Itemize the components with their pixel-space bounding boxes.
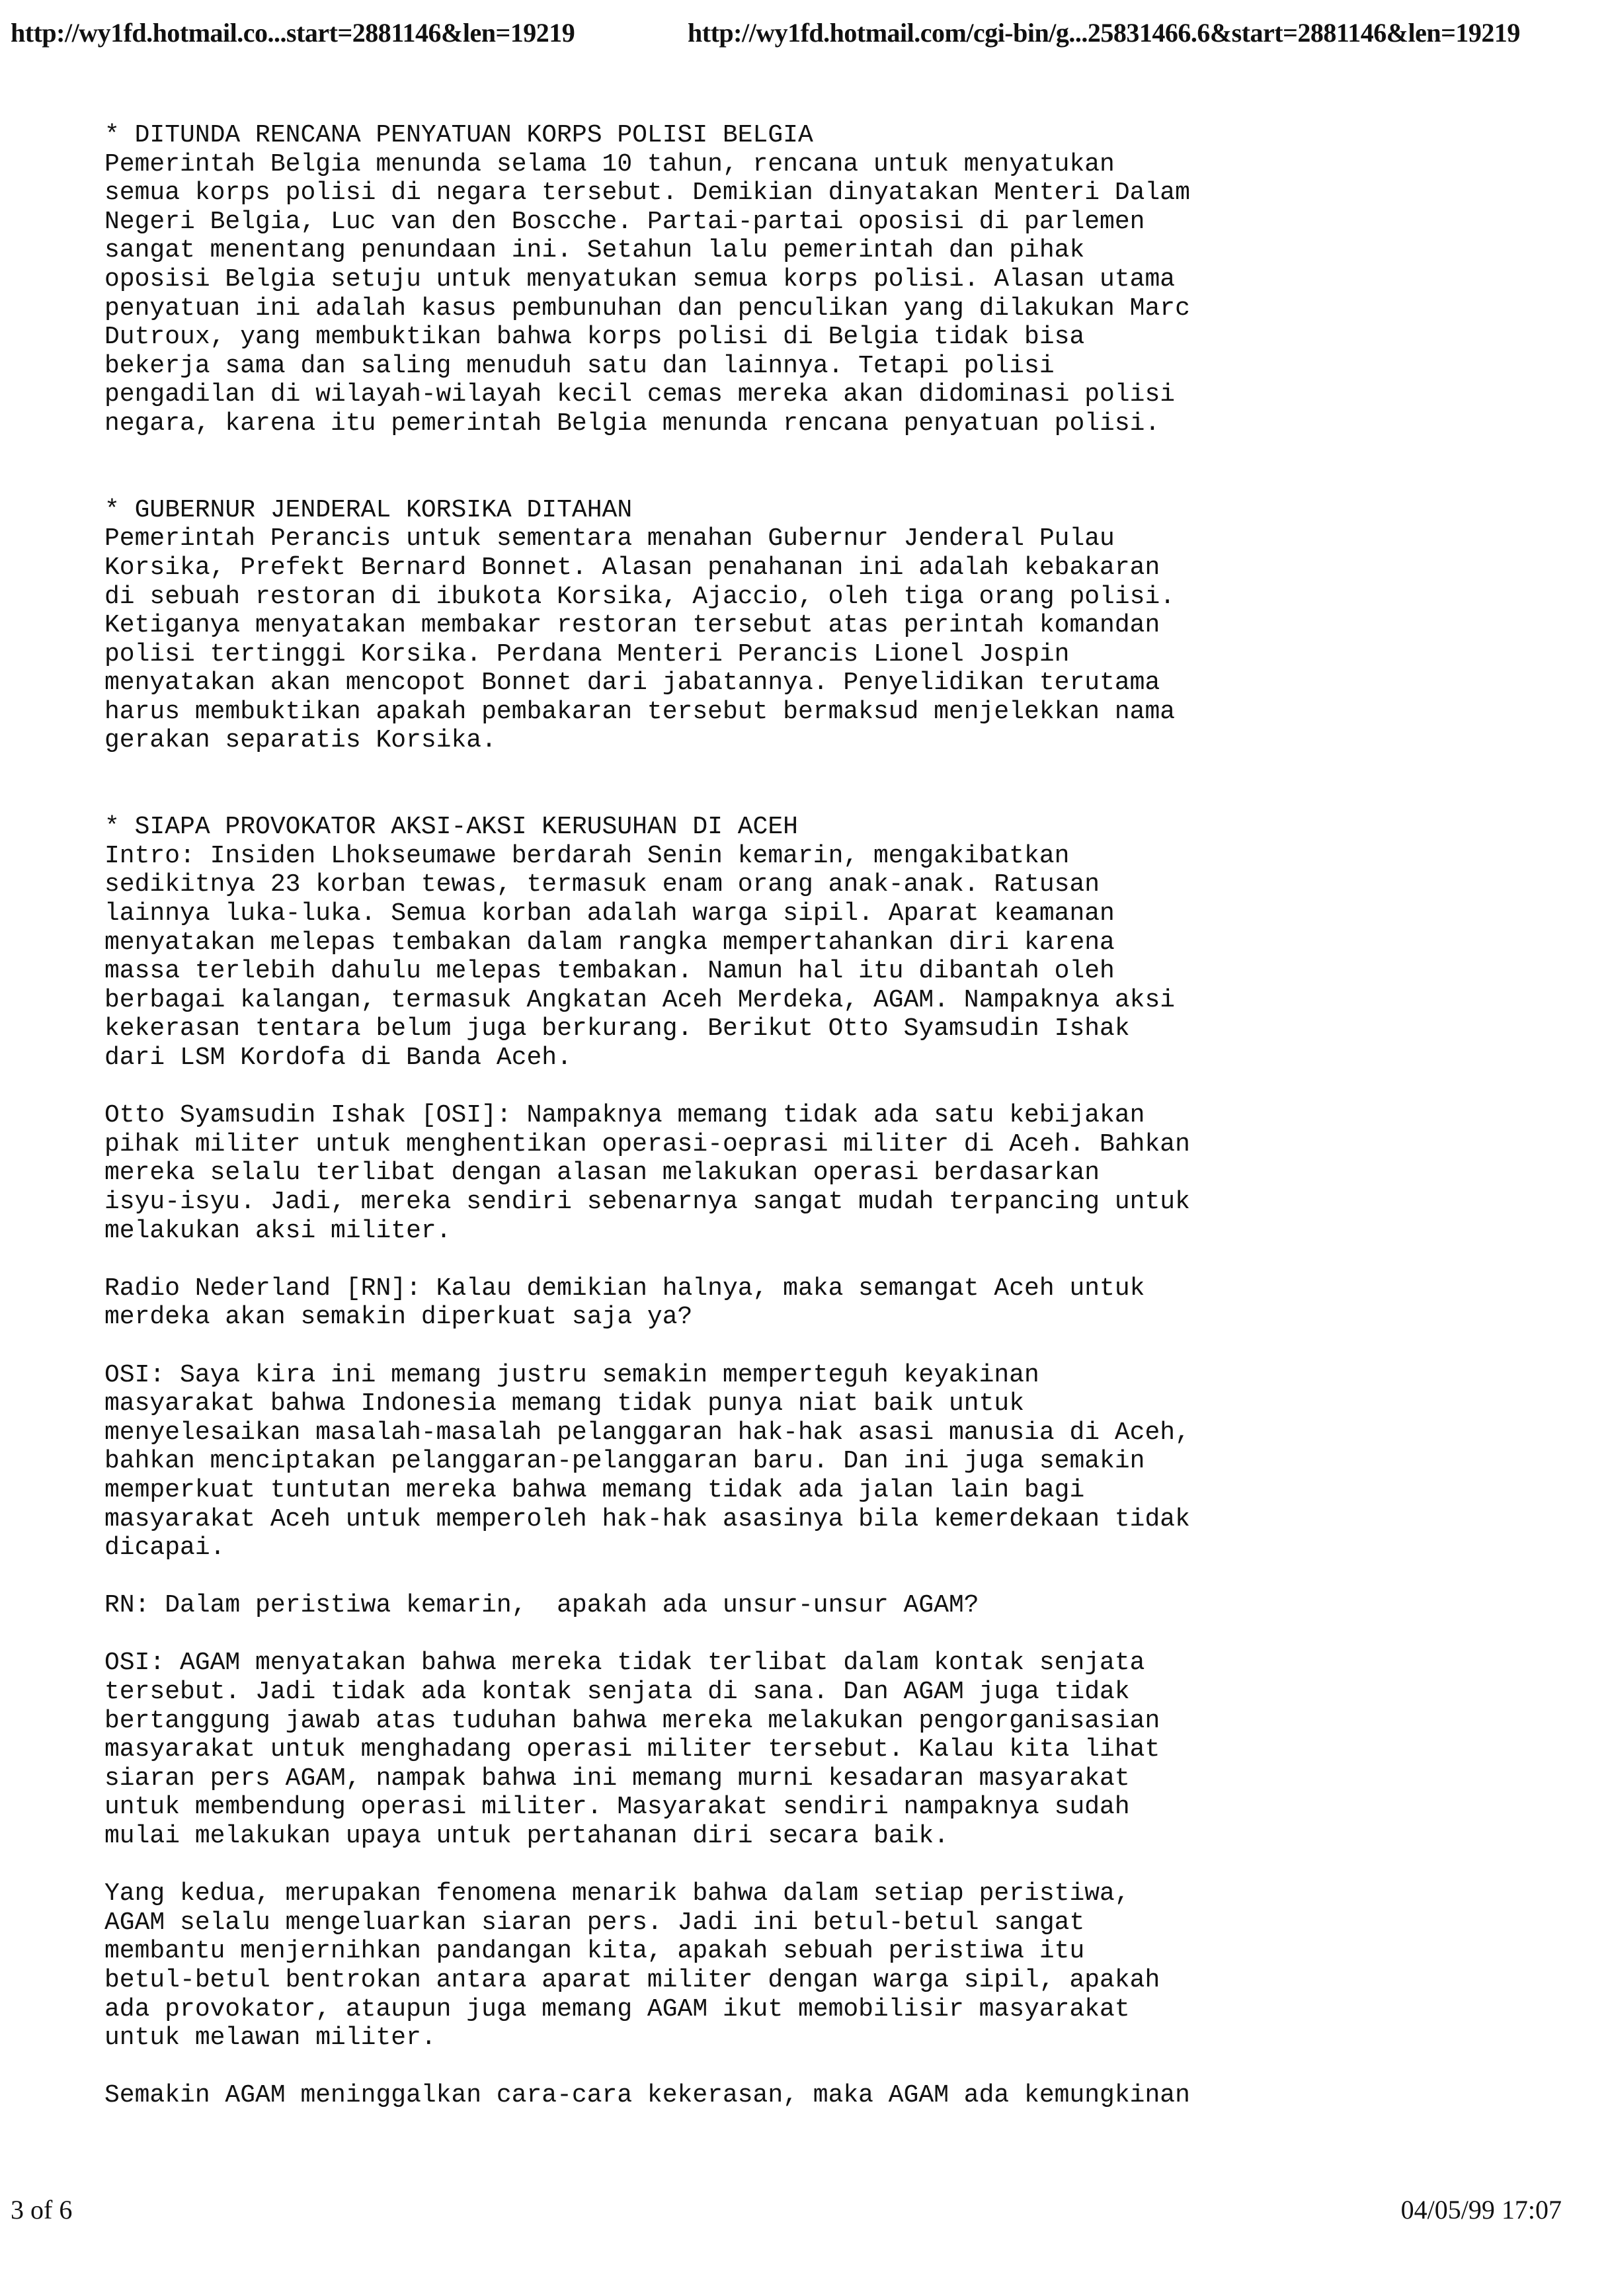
document-body [104, 121, 1493, 2110]
text-line: kekerasan tentara belum juga berkurang. Berikut Otto Syamsudin Ishak [104, 1014, 1130, 1044]
text-line: dari LSM Kordofa di Banda Aceh. [104, 1044, 572, 1072]
text-line: Radio Nederland [RN]: Kalau demikian halnya, maka semangat Aceh untuk [104, 1274, 1145, 1303]
text-line: di sebuah restoran di ibukota Korsika, Ajaccio, oleh tiga orang polisi. [104, 582, 1176, 611]
text-line: mulai melakukan upaya untuk pertahanan diri secara baik. [104, 1822, 949, 1851]
text-line: OSI: AGAM menyatakan bahwa mereka tidak terlibat dalam kontak senjata [104, 1649, 1145, 1678]
text-line: gerakan separatis Korsika. [104, 726, 497, 755]
paragraph [104, 121, 1493, 438]
paragraph-gap [104, 1620, 1493, 1649]
text-line: dicapai. [104, 1534, 225, 1563]
text-line: pengadilan di wilayah-wilayah kecil cemas mereka akan didominasi polisi [104, 380, 1176, 409]
text-line: bekerja sama dan saling menuduh satu dan lainnya. Tetapi polisi [104, 351, 1055, 380]
paragraph [104, 1879, 1493, 2053]
text-line: oposisi Belgia setuju untuk menyatukan semua korps polisi. Alasan utama [104, 265, 1176, 294]
paragraph-gap [104, 1851, 1493, 1880]
paragraph-gap [104, 1073, 1493, 1102]
text-line: masyarakat bahwa Indonesia memang tidak punya niat baik untuk [104, 1389, 1025, 1418]
paragraph [104, 496, 1493, 755]
paragraph [104, 813, 1493, 1072]
text-line: Ketiganya menyatakan membakar restoran tersebut atas perintah komandan [104, 611, 1160, 640]
text-line: mereka selalu terlibat dengan alasan melakukan operasi berdasarkan [104, 1159, 1100, 1188]
text-line: isyu-isyu. Jadi, mereka sendiri sebenarnya sangat mudah terpancing untuk [104, 1187, 1190, 1216]
text-line: Otto Syamsudin Ishak [OSI]: Nampaknya memang tidak ada satu kebijakan [104, 1101, 1145, 1130]
text-line: bahkan menciptakan pelanggaran-pelanggaran baru. Dan ini juga semakin [104, 1447, 1145, 1476]
text-line: membantu menjernihkan pandangan kita, apakah sebuah peristiwa itu [104, 1937, 1085, 1966]
text-line: betul-betul bentrokan antara aparat militer dengan warga sipil, apakah [104, 1966, 1160, 1994]
text-line: ada provokator, ataupun juga memang AGAM ikut memobilisir masyarakat [104, 1994, 1130, 2024]
header-url-right: http://wy1fd.hotmail.com/cgi-bin/g...25831466.6&start=2881146&len=19219 [688, 18, 1520, 48]
text-line: Intro: Insiden Lhokseumawe berdarah Senin kemarin, mengakibatkan [104, 841, 1070, 870]
text-line: OSI: Saya kira ini memang justru semakin memperteguh keyakinan [104, 1360, 1039, 1389]
text-line: RN: Dalam peristiwa kemarin, apakah ada unsur-unsur AGAM? [104, 1591, 979, 1620]
text-line: AGAM selalu mengeluarkan siaran pers. Jadi ini betul-betul sangat [104, 1908, 1085, 1937]
paragraph [104, 1361, 1493, 1563]
text-line: Pemerintah Belgia menunda selama 10 tahun, rencana untuk menyatukan [104, 149, 1115, 179]
text-line: menyatakan melepas tembakan dalam rangka mempertahankan diri karena [104, 928, 1115, 957]
paragraph-gap [104, 1563, 1493, 1592]
text-line: Pemerintah Perancis untuk sementara menahan Gubernur Jenderal Pulau [104, 524, 1115, 554]
text-line: pihak militer untuk menghentikan operasi-oeprasi militer di Aceh. Bahkan [104, 1129, 1190, 1159]
text-line: tersebut. Jadi tidak ada kontak senjata di sana. Dan AGAM juga tidak [104, 1678, 1130, 1707]
text-line: Yang kedua, merupakan fenomena menarik bahwa dalam setiap peristiwa, [104, 1879, 1130, 1908]
text-line: menyatakan akan mencopot Bonnet dari jabatannya. Penyelidikan terutama [104, 669, 1160, 698]
paragraph [104, 1101, 1493, 1245]
text-line: sangat menentang penundaan ini. Setahun lalu pemerintah dan pihak [104, 236, 1085, 265]
text-line: * DITUNDA RENCANA PENYATUAN KORPS POLISI BELGIA [104, 121, 813, 149]
text-line: Dutroux, yang membuktikan bahwa korps polisi di Belgia tidak bisa [104, 323, 1085, 352]
paragraph [104, 1274, 1493, 1332]
text-line: lainnya luka-luka. Semua korban adalah warga sipil. Aparat keamanan [104, 899, 1115, 928]
text-line: massa terlebih dahulu melepas tembakan. Namun hal itu dibantah oleh [104, 957, 1115, 986]
text-line: untuk melawan militer. [104, 2024, 436, 2053]
text-line: * SIAPA PROVOKATOR AKSI-AKSI KERUSUHAN DI ACEH [104, 813, 798, 842]
header-url-left: http://wy1fd.hotmail.co...start=2881146&len=19219 [11, 18, 575, 48]
paragraph [104, 1591, 1493, 1620]
text-line: masyarakat untuk menghadang operasi militer tersebut. Kalau kita lihat [104, 1735, 1160, 1764]
paragraph-gap [104, 1332, 1493, 1361]
text-line: sedikitnya 23 korban tewas, termasuk enam orang anak-anak. Ratusan [104, 870, 1100, 899]
text-line: masyarakat Aceh untuk memperoleh hak-hak asasinya bila kemerdekaan tidak [104, 1504, 1190, 1534]
text-line: Semakin AGAM meninggalkan cara-cara kekerasan, maka AGAM ada kemungkinan [104, 2081, 1190, 2110]
paragraph-gap [104, 2053, 1493, 2082]
text-line: bertanggung jawab atas tuduhan bahwa mereka melakukan pengorganisasian [104, 1706, 1160, 1735]
paragraph [104, 1649, 1493, 1850]
text-line: semua korps polisi di negara tersebut. Demikian dinyatakan Menteri Dalam [104, 179, 1190, 208]
paragraph-gap [104, 1245, 1493, 1274]
text-line: berbagai kalangan, termasuk Angkatan Aceh Merdeka, AGAM. Nampaknya aksi [104, 985, 1176, 1014]
text-line: menyelesaikan masalah-masalah pelanggaran hak-hak asasi manusia di Aceh, [104, 1418, 1190, 1447]
text-line: melakukan aksi militer. [104, 1216, 452, 1245]
text-line: Korsika, Prefekt Bernard Bonnet. Alasan penahanan ini adalah kebakaran [104, 553, 1160, 582]
text-line: memperkuat tuntutan mereka bahwa memang tidak ada jalan lain bagi [104, 1475, 1085, 1504]
text-line: polisi tertinggi Korsika. Perdana Menteri Perancis Lionel Jospin [104, 639, 1070, 669]
text-line: harus membuktikan apakah pembakaran tersebut bermaksud menjelekkan nama [104, 697, 1176, 726]
paragraph-gap [104, 755, 1493, 813]
text-line: siaran pers AGAM, nampak bahwa ini memang murni kesadaran masyarakat [104, 1764, 1130, 1793]
text-line: untuk membendung operasi militer. Masyarakat sendiri nampaknya sudah [104, 1793, 1130, 1822]
paragraph [104, 2081, 1493, 2110]
paragraph-gap [104, 438, 1493, 496]
text-line: penyatuan ini adalah kasus pembunuhan dan penculikan yang dilakukan Marc [104, 294, 1190, 323]
text-line: * GUBERNUR JENDERAL KORSIKA DITAHAN [104, 495, 633, 524]
text-line: merdeka akan semakin diperkuat saja ya? [104, 1303, 693, 1332]
text-line: negara, karena itu pemerintah Belgia menunda rencana penyatuan polisi. [104, 409, 1160, 438]
print-timestamp: 04/05/99 17:07 [1400, 2195, 1562, 2225]
page-number: 3 of 6 [11, 2195, 73, 2225]
text-line: Negeri Belgia, Luc van den Boscche. Partai-partai oposisi di parlemen [104, 207, 1145, 236]
